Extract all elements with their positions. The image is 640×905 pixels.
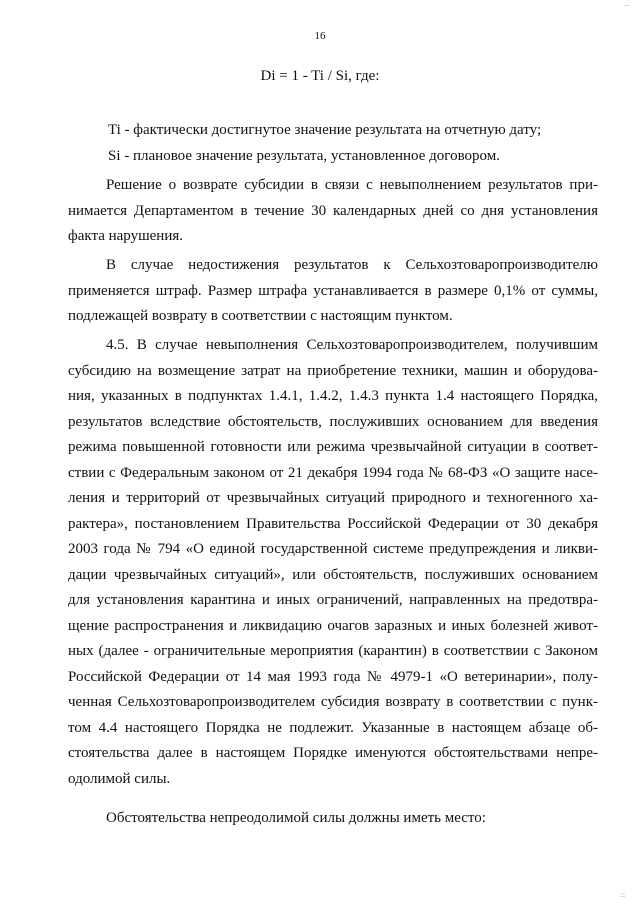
text-line: ления и территорий от чрезвычайных ситуаций природного и техногенного ха- bbox=[68, 490, 598, 506]
text-line: для установления карантина и иных ограничений, направленных на предотвра- bbox=[68, 592, 598, 608]
text-line: том 4.4 настоящего Порядка не подлежит. Указанные в настоящем абзаце об- bbox=[68, 719, 598, 736]
scan-mark-top: .. bbox=[624, 0, 630, 8]
text-line: ствии с Федеральным законом от 21 декабря 1994 года № 68-ФЗ «О защите насе- bbox=[68, 464, 598, 481]
text-line: рактера», постановлением Правительства Российской Федерации от 30 декабря bbox=[68, 515, 598, 532]
page-number: 16 bbox=[314, 30, 326, 42]
text-line: одолимой силы. bbox=[68, 770, 171, 787]
text-line: нимается Департаментом в течение 30 календарных дней со дня установления bbox=[68, 202, 598, 219]
text-line: 4.5. В случае невыполнения Сельхозтоваропроизводителем, получившим bbox=[106, 337, 598, 353]
definition-si: Si - плановое значение результата, установленное договором. bbox=[108, 148, 500, 164]
text-line: результатов вследствие обстоятельств, послуживших основанием для введения bbox=[68, 413, 598, 430]
text-line: подлежащей возврату в соответствии с настоящим пунктом. bbox=[68, 308, 453, 324]
scan-mark-bottom: :: bbox=[620, 891, 626, 899]
definition-ti: Ti - фактически достигнутое значение результата на отчетную дату; bbox=[108, 122, 542, 138]
text-line: режима повышенной готовности или режима чрезвычайной ситуации в соответ- bbox=[68, 439, 598, 455]
text-line: дации чрезвычайных ситуаций», или обстоятельств, послуживших основанием bbox=[68, 566, 598, 583]
text-line: ных (далее - ограничительные мероприятия (карантин) в соответствии с Законом bbox=[68, 643, 598, 659]
text-line: 2003 года № 794 «О единой государственной системе предупреждения и ликви- bbox=[68, 541, 598, 557]
text-line: ния, указанных в подпунктах 1.4.1, 1.4.2, 1.4.3 пункта 1.4 настоящего Порядка, bbox=[68, 388, 598, 404]
paragraph-force-majeure-conditions bbox=[68, 806, 598, 832]
paragraph-4-5-force-majeure bbox=[68, 333, 598, 792]
formula: Di = 1 - Ti / Si, где: bbox=[260, 68, 380, 84]
paragraph-refund-decision bbox=[68, 173, 598, 250]
text-line: Решение о возврате субсидии в связи с невыполнением результатов при- bbox=[106, 177, 598, 193]
text-line: Российской Федерации от 14 мая 1993 года № 4979-1 «О ветеринарии», полу- bbox=[68, 668, 598, 685]
text-line: факта нарушения. bbox=[68, 228, 184, 244]
text-line: субсидию на возмещение затрат на приобретение техники, машин и оборудова- bbox=[68, 362, 598, 379]
text-line: ченная Сельхозтоваропроизводителем субсидия возврату в соответствии с пунк- bbox=[68, 694, 598, 710]
text-line: Обстоятельства непреодолимой силы должны иметь место: bbox=[106, 810, 486, 826]
paragraph-penalty bbox=[68, 253, 598, 330]
text-line: стоятельства далее в настоящем Порядке именуются обстоятельствами непре- bbox=[68, 745, 598, 761]
text-line: В случае недостижения результатов к Сельхозтоваропроизводителю bbox=[106, 257, 598, 273]
text-line: щение распространения и ликвидацию очагов заразных и иных болезней живот- bbox=[68, 617, 598, 634]
text-line: применяется штраф. Размер штрафа устанавливается в размере 0,1% от суммы, bbox=[68, 282, 598, 299]
